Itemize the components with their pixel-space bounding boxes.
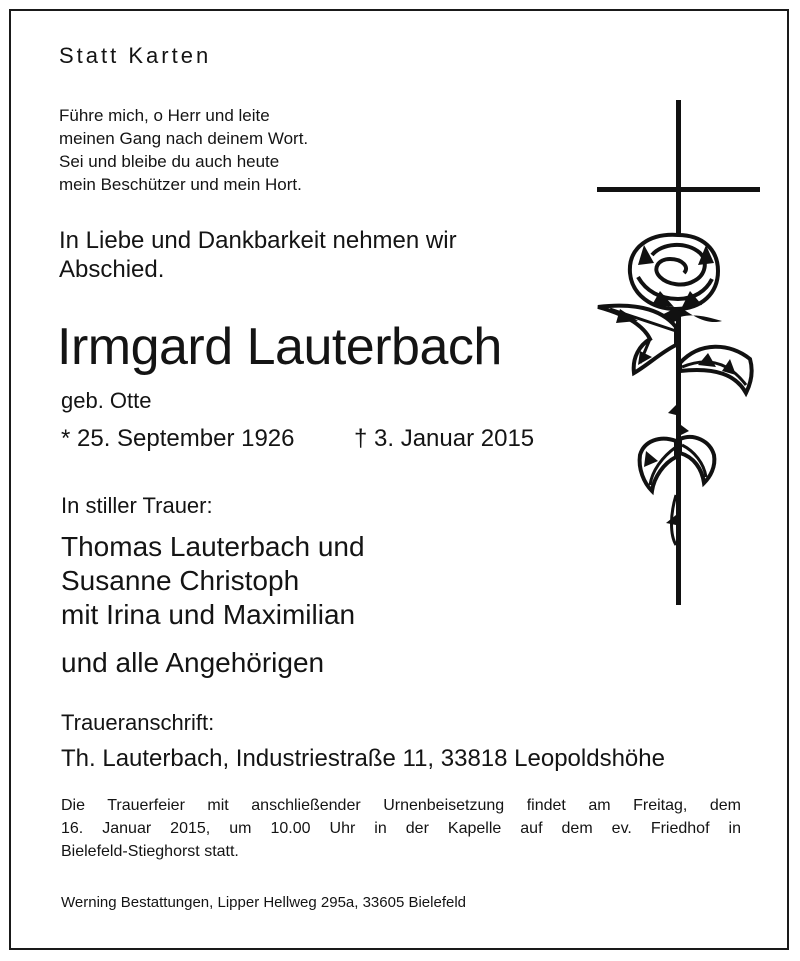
mourner-line: Thomas Lauterbach und	[61, 531, 365, 562]
notice-line: 16. Januar 2015, um 10.00 Uhr in der Kapelle auf dem ev. Friedhof in	[61, 820, 741, 837]
funeral-home: Werning Bestattungen, Lipper Hellweg 295a, 33605 Bielefeld	[61, 894, 466, 911]
relatives-line: und alle Angehörigen	[61, 647, 325, 678]
service-notice	[61, 794, 741, 863]
birth-date: * 25. September 1926	[61, 425, 295, 452]
statt-karten-label: Statt Karten	[59, 43, 212, 68]
death-date: † 3. Januar 2015	[354, 425, 535, 452]
verse-line: Führe mich, o Herr und leite	[59, 106, 270, 125]
mourner-line: mit Irina und Maximilian	[61, 599, 356, 630]
address-value: Th. Lauterbach, Industriestraße 11, 33818 Leopoldshöhe	[61, 745, 665, 772]
farewell-line: Abschied.	[59, 256, 165, 283]
maiden-name: geb. Otte	[61, 388, 152, 413]
notice-line: Die Trauerfeier mit anschließender Urnenbeisetzung findet am Freitag, dem	[61, 797, 741, 814]
notice-line: Bielefeld-Stieghorst statt.	[61, 843, 239, 860]
mourners-list	[61, 530, 365, 632]
deceased-name: Irmgard Lauterbach	[57, 318, 502, 376]
cross-with-rose-icon	[590, 95, 765, 610]
verse-line: mein Beschützer und mein Hort.	[59, 175, 302, 194]
farewell-line: In Liebe und Dankbarkeit nehmen wir	[59, 227, 457, 254]
verse-line: Sei und bleibe du auch heute	[59, 152, 280, 171]
farewell-text	[59, 226, 457, 284]
mourner-line: Susanne Christoph	[61, 565, 300, 596]
address-label: Traueranschrift:	[61, 710, 215, 735]
mourners-label: In stiller Trauer:	[61, 493, 213, 518]
verse	[59, 104, 308, 196]
verse-line: meinen Gang nach deinem Wort.	[59, 129, 309, 148]
